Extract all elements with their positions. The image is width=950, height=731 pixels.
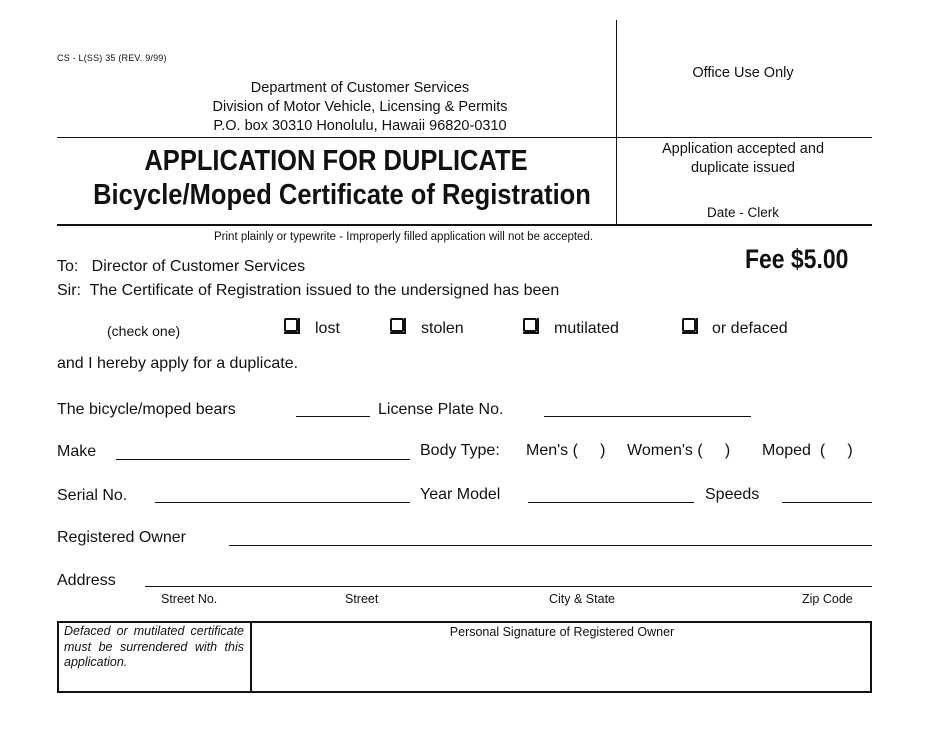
checkbox-defaced[interactable] (682, 318, 696, 332)
form-title: APPLICATION FOR DUPLICATE (144, 145, 528, 177)
speeds-field[interactable] (782, 502, 872, 503)
checkbox-stolen[interactable] (390, 318, 404, 332)
apply-statement: and I hereby apply for a duplicate. (57, 355, 299, 372)
bears-label: The bicycle/moped bears (57, 401, 236, 418)
checkbox-lost-label: lost (315, 320, 340, 337)
surrender-note: Defaced or mutilated certificate must be surrendered with this application. (64, 624, 244, 669)
owner-label: Registered Owner (57, 529, 186, 546)
year-model-label: Year Model (420, 486, 501, 503)
body-type-womens[interactable]: Women's ( ) (627, 442, 731, 459)
department-address: P.O. box 30310 Honolulu, Hawaii 96820-0310 (213, 118, 507, 134)
address-street-caption: Street (345, 592, 379, 606)
address-city-state-caption: City & State (549, 592, 615, 606)
check-one-label: (check one) (107, 323, 181, 339)
make-field[interactable] (116, 459, 410, 460)
instructions: Print plainly or typewrite - Improperly filled application will not be accepted. (214, 231, 594, 243)
header-divider-vertical (616, 20, 617, 226)
fee-amount: Fee $5.00 (745, 244, 849, 274)
address-street-no-caption: Street No. (161, 592, 218, 606)
year-model-field[interactable] (528, 502, 694, 503)
checkbox-lost[interactable] (284, 318, 298, 332)
office-accepted-line2: duplicate issued (691, 160, 795, 176)
form-subtitle: Bicycle/Moped Certificate of Registration (93, 179, 591, 211)
serial-field[interactable] (155, 502, 410, 503)
letter-sir: Sir: The Certificate of Registration issued to the undersigned has been (57, 282, 560, 299)
address-label: Address (57, 572, 116, 589)
license-plate-field[interactable] (544, 416, 751, 417)
header-bottom-rule (57, 224, 872, 226)
form-code: CS - L(SS) 35 (REV. 9/99) (57, 53, 167, 63)
serial-label: Serial No. (57, 487, 128, 504)
office-accepted-line1: Application accepted and (661, 141, 825, 157)
checkbox-defaced-label: or defaced (712, 320, 788, 337)
address-field[interactable] (145, 586, 872, 587)
body-type-label: Body Type: (420, 442, 500, 459)
department-name: Department of Customer Services (250, 80, 470, 96)
header-divider-left (57, 137, 616, 138)
office-use-heading: Office Use Only (692, 65, 794, 81)
body-type-moped[interactable]: Moped ( ) (762, 442, 853, 459)
header-divider-right (616, 137, 872, 138)
body-type-mens[interactable]: Men's ( ) (526, 442, 606, 459)
speeds-label: Speeds (705, 486, 760, 503)
checkbox-mutilated[interactable] (523, 318, 537, 332)
letter-to: To: Director of Customer Services (57, 258, 306, 275)
division-name: Division of Motor Vehicle, Licensing & Permits (212, 99, 508, 115)
checkbox-stolen-label: stolen (421, 320, 464, 337)
checkbox-mutilated-label: mutilated (554, 320, 619, 337)
owner-field[interactable] (229, 545, 872, 546)
license-plate-label: License Plate No. (378, 401, 504, 418)
address-zip-caption: Zip Code (802, 592, 853, 606)
office-date-clerk: Date - Clerk (706, 205, 779, 220)
signature-caption: Personal Signature of Registered Owner (449, 625, 675, 639)
bears-field[interactable] (296, 416, 370, 417)
make-label: Make (57, 443, 97, 460)
signature-field[interactable] (256, 644, 868, 690)
